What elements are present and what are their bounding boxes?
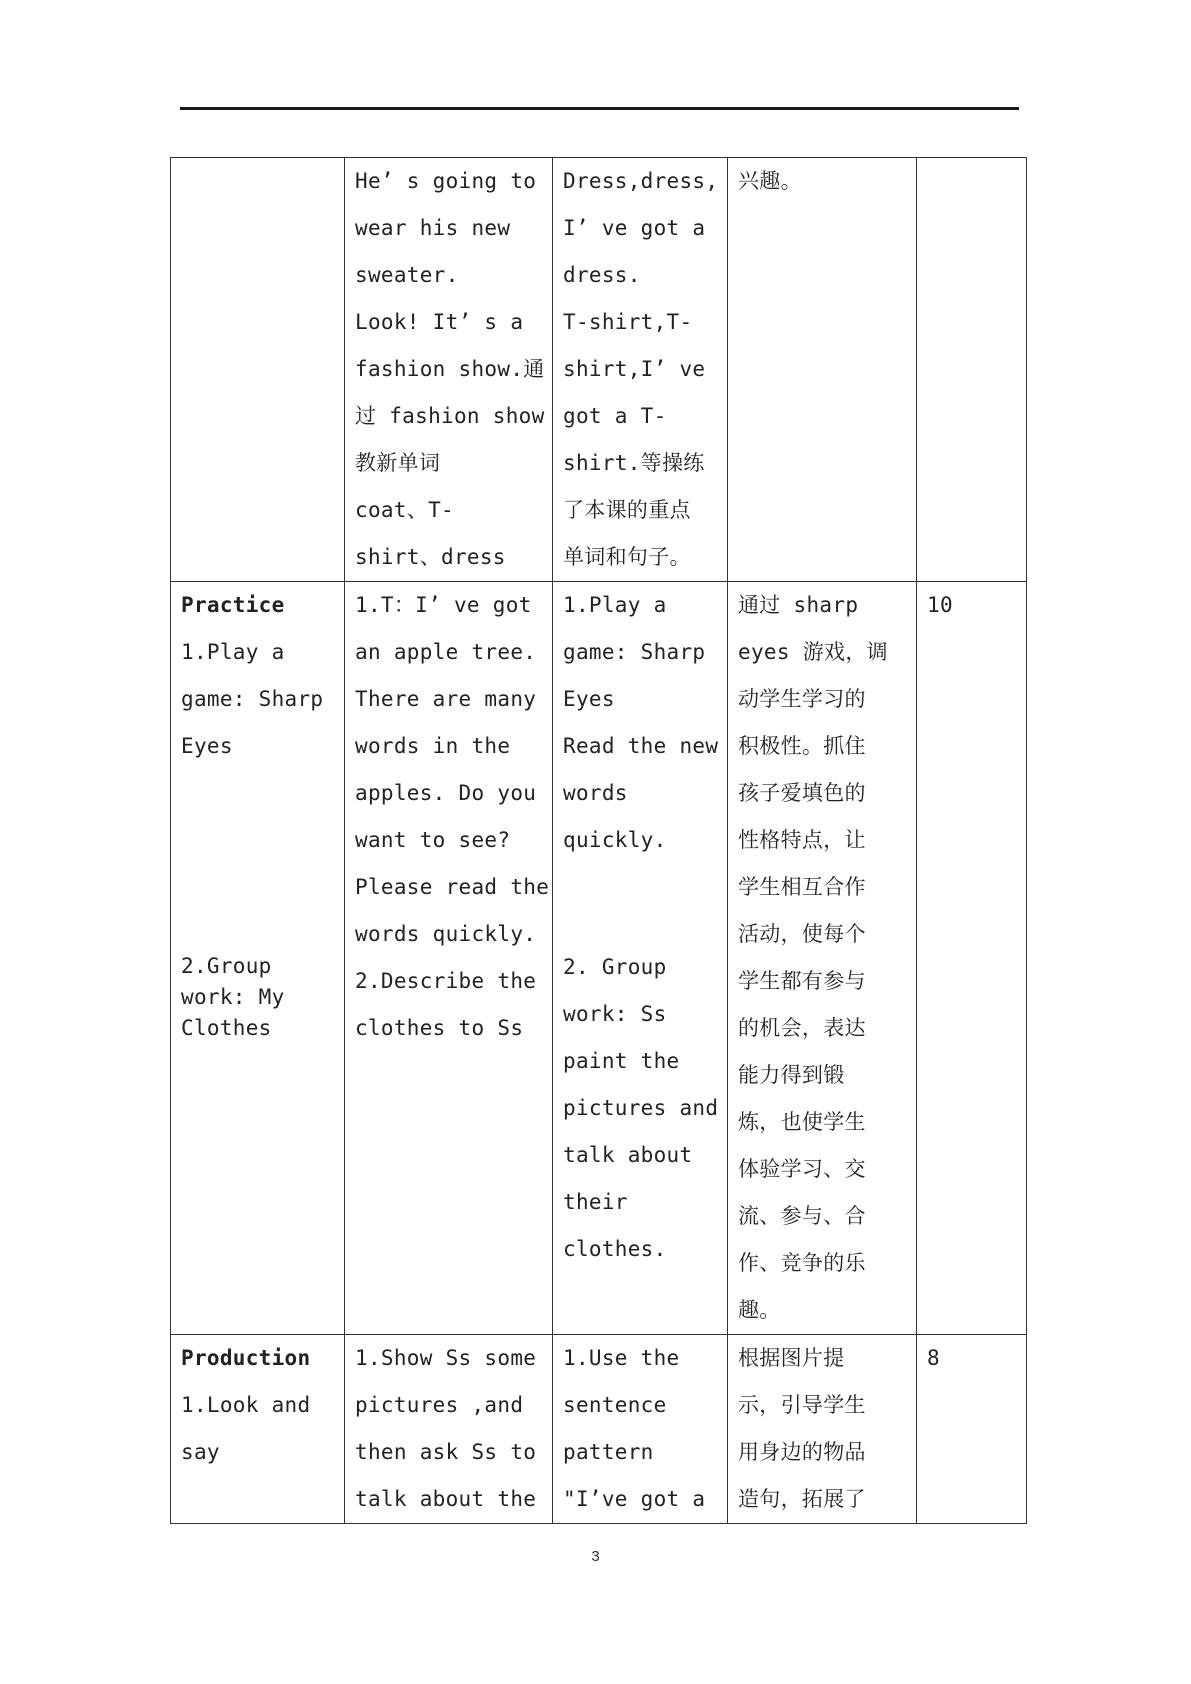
teacher-activity-cell: 1.Show Ss some pictures ,and then ask Ss to talk about the	[345, 1335, 553, 1524]
teacher-activity-cell: 1.T：I’ ve got an apple tree. There are many words in the apples. Do you want to see? Please read the words quickly. 2.Describe the clothes to Ss	[345, 582, 553, 1335]
time-cell: 10	[917, 582, 1027, 1335]
time-cell: 8	[917, 1335, 1027, 1524]
table-row-presentation-continued	[171, 158, 1027, 582]
header-rule	[180, 107, 1019, 110]
purpose-cell: 兴趣。	[728, 158, 917, 582]
purpose-cell: 根据图片提 示，引导学生 用身边的物品 造句，拓展了	[728, 1335, 917, 1524]
page-number: 3	[591, 1548, 600, 1565]
spacer	[181, 770, 334, 951]
stage-title: Practice	[181, 593, 285, 617]
student-activity-cell: 1.Use the sentence pattern "I’ve got a	[553, 1335, 728, 1524]
teacher-activity-cell: He’ s going to wear his new sweater. Look! It’ s a fashion show.通 过 fashion show 教新单词 coat、T- shirt、dress	[345, 158, 553, 582]
stage-cell: Practice 1.Play a game: Sharp Eyes 2.Group work: My Clothes	[171, 582, 345, 1335]
table-row-production	[171, 1335, 1027, 1524]
spacer	[563, 864, 717, 944]
stage-cell: Production 1.Look and say	[171, 1335, 345, 1524]
table-row-practice	[171, 582, 1027, 1335]
lesson-plan-table	[170, 157, 1027, 1524]
stage-title: Production	[181, 1346, 311, 1370]
student-activity-cell: 1.Play a game: Sharp Eyes Read the new words quickly. 2. Group work: Ss paint the pictures and talk about their clothes.	[553, 582, 728, 1335]
purpose-cell: 通过 sharp eyes 游戏，调 动学生学习的 积极性。抓住 孩子爱填色的 性格特点，让 学生相互合作 活动，使每个 学生都有参与 的机会，表达 能力得到锻 炼，也使学生 体验学习、交 流、参与、合 作、竞争的乐 趣。	[728, 582, 917, 1335]
stage-cell	[171, 158, 345, 582]
time-cell	[917, 158, 1027, 582]
student-activity-cell: Dress,dress, I’ ve got a dress. T-shirt,T- shirt,I’ ve got a T- shirt.等操练 了本课的重点 单词和句子。	[553, 158, 728, 582]
